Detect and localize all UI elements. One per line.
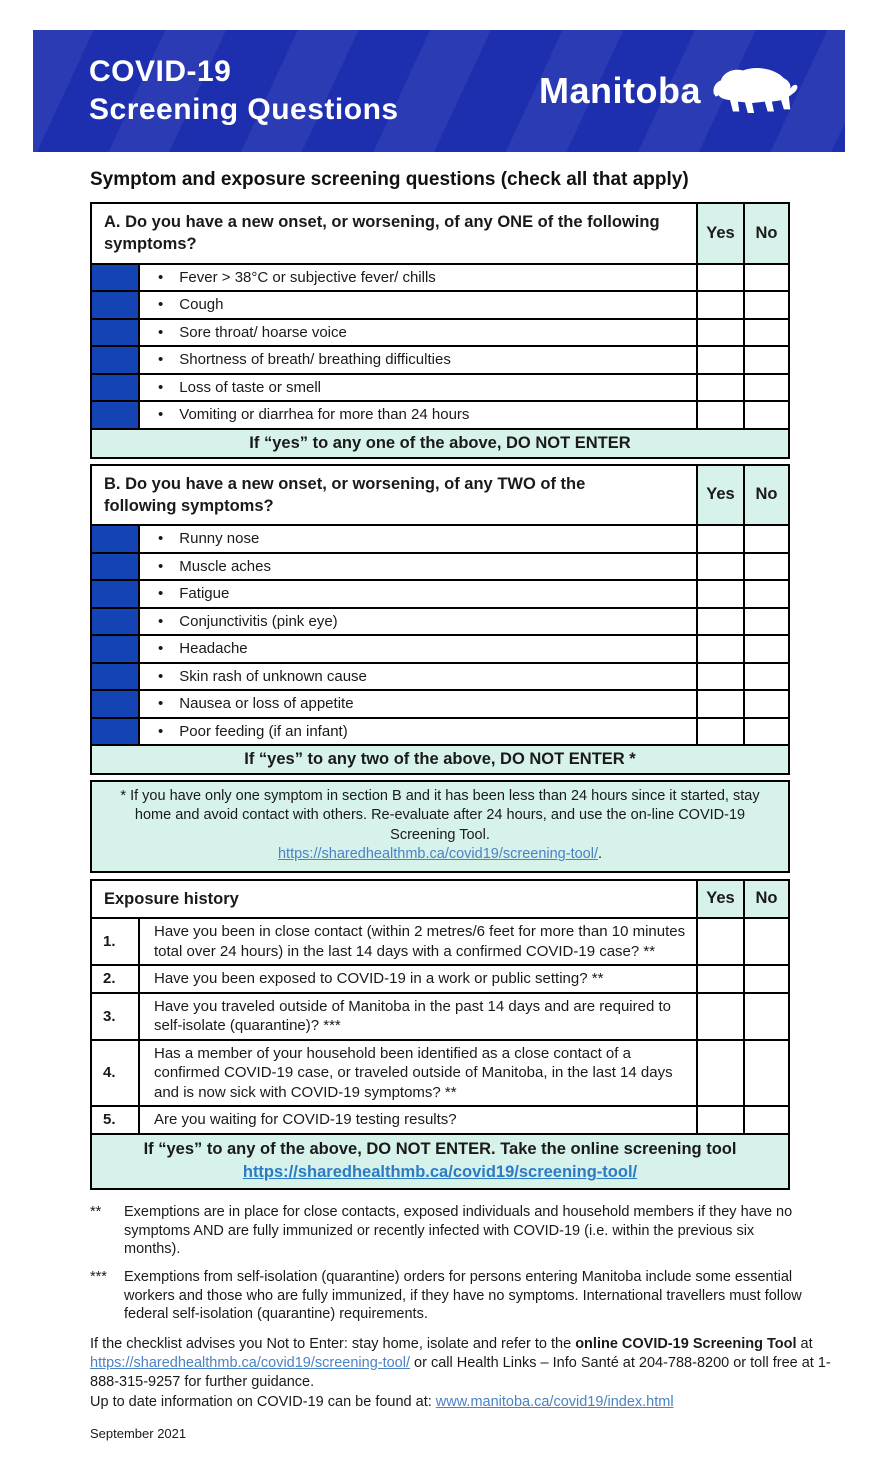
yes-checkbox-cell[interactable]	[696, 994, 743, 1039]
info-line	[90, 1393, 854, 1412]
symptom-label: • Headache	[138, 636, 696, 662]
symptom-row	[92, 345, 788, 373]
section-a-warning-row	[92, 428, 788, 457]
yes-checkbox-cell[interactable]	[696, 375, 743, 401]
symptom-label: • Vomiting or diarrhea for more than 24 hours	[138, 402, 696, 428]
yes-checkbox-cell[interactable]	[696, 919, 743, 964]
exposure-row-number: 2.	[103, 970, 116, 988]
exposure-row-number: 4.	[103, 1064, 116, 1082]
symptom-blue-cell	[92, 526, 138, 552]
exposure-no-header: No	[743, 881, 788, 917]
section-a-yes-header: Yes	[696, 204, 743, 263]
closing-text-3: or call Health Links – Info Santé at 204-788-8200 or toll free at 1-888-315-9257 for further guidance.	[90, 1354, 831, 1390]
footnotes	[90, 1203, 802, 1323]
symptom-label: • Muscle aches	[138, 554, 696, 580]
symptom-blue-cell	[92, 636, 138, 662]
symptom-row	[92, 373, 788, 401]
footnote	[90, 1268, 802, 1324]
symptom-label: • Conjunctivitis (pink eye)	[138, 609, 696, 635]
section-b-header-row	[92, 466, 788, 525]
symptom-blue-cell	[92, 609, 138, 635]
yes-checkbox-cell[interactable]	[696, 581, 743, 607]
symptom-blue-cell	[92, 554, 138, 580]
no-checkbox-cell[interactable]	[743, 994, 788, 1039]
symptom-label: • Shortness of breath/ breathing difficulties	[138, 347, 696, 373]
no-checkbox-cell[interactable]	[743, 1041, 788, 1106]
yes-checkbox-cell[interactable]	[696, 320, 743, 346]
no-checkbox-cell[interactable]	[743, 320, 788, 346]
bison-icon	[711, 61, 803, 121]
manitoba-covid-link[interactable]: www.manitoba.ca/covid19/index.html	[435, 1394, 674, 1411]
exposure-question-text: Are you waiting for COVID-19 testing results?	[138, 1107, 696, 1133]
yes-checkbox-cell[interactable]	[696, 1041, 743, 1106]
exposure-header-row	[92, 881, 788, 917]
closing-bold-text: online COVID-19 Screening Tool	[575, 1335, 797, 1352]
exposure-question-text: Have you been exposed to COVID-19 in a work or public setting? **	[138, 966, 696, 992]
document-body	[0, 169, 875, 1441]
yes-checkbox-cell[interactable]	[696, 347, 743, 373]
no-checkbox-cell[interactable]	[743, 526, 788, 552]
footnote-text: Exemptions are in place for close contacts, exposed individuals and household members if they have no symptoms AND are fully immunized or recently infected with COVID-19 (i.e. within the previous six months).	[124, 1204, 793, 1258]
page-title: Symptom and exposure screening questions (check all that apply)	[90, 169, 689, 190]
no-checkbox-cell[interactable]	[743, 581, 788, 607]
exposure-row	[92, 992, 788, 1039]
no-checkbox-cell[interactable]	[743, 664, 788, 690]
yes-checkbox-cell[interactable]	[696, 1107, 743, 1133]
closing-paragraph	[90, 1335, 854, 1413]
symptom-row	[92, 634, 788, 662]
symptom-label: • Fatigue	[138, 581, 696, 607]
section-b-yes-header: Yes	[696, 466, 743, 525]
no-checkbox-cell[interactable]	[743, 919, 788, 964]
document-title-line1: COVID-19	[89, 54, 232, 88]
symptom-row	[92, 579, 788, 607]
symptom-blue-cell	[92, 292, 138, 318]
manitoba-logo	[539, 61, 803, 121]
no-checkbox-cell[interactable]	[743, 292, 788, 318]
no-checkbox-cell[interactable]	[743, 691, 788, 717]
symptom-row	[92, 263, 788, 291]
symptom-blue-cell	[92, 581, 138, 607]
yes-checkbox-cell[interactable]	[696, 292, 743, 318]
screening-tool-link[interactable]: https://sharedhealthmb.ca/covid19/screening-tool/	[242, 1163, 638, 1182]
section-b-warning-row	[92, 744, 788, 773]
symptom-row	[92, 662, 788, 690]
yes-checkbox-cell[interactable]	[696, 265, 743, 291]
exposure-history-table	[90, 879, 790, 1191]
yes-checkbox-cell[interactable]	[696, 664, 743, 690]
document-date: September 2021	[90, 1426, 187, 1442]
symptom-row	[92, 552, 788, 580]
exposure-row	[92, 964, 788, 992]
symptom-label: • Poor feeding (if an infant)	[138, 719, 696, 745]
yes-checkbox-cell[interactable]	[696, 554, 743, 580]
no-checkbox-cell[interactable]	[743, 347, 788, 373]
section-b-no-header: No	[743, 466, 788, 525]
manitoba-wordmark: Manitoba	[539, 70, 701, 111]
section-a-question: A. Do you have a new onset, or worsening, of any ONE of the following symptoms?	[104, 213, 660, 254]
document-title	[89, 53, 399, 129]
symptom-row	[92, 689, 788, 717]
header-banner	[33, 30, 845, 152]
exposure-question-text: Have you traveled outside of Manitoba in the past 14 days and are required to self-isolate (quarantine)? ***	[138, 994, 696, 1039]
section-b-question: B. Do you have a new onset, or worsening, of any TWO of the following symptoms?	[104, 474, 586, 515]
no-checkbox-cell[interactable]	[743, 1107, 788, 1133]
symptom-blue-cell	[92, 265, 138, 291]
no-checkbox-cell[interactable]	[743, 609, 788, 635]
exposure-row-number: 1.	[103, 933, 116, 951]
symptom-blue-cell	[92, 402, 138, 428]
yes-checkbox-cell[interactable]	[696, 691, 743, 717]
no-checkbox-cell[interactable]	[743, 554, 788, 580]
section-a-table	[90, 202, 790, 459]
symptom-row	[92, 607, 788, 635]
no-checkbox-cell[interactable]	[743, 265, 788, 291]
symptom-label: • Sore throat/ hoarse voice	[138, 320, 696, 346]
exposure-question-text: Have you been in close contact (within 2 metres/6 feet for more than 10 minutes total over 24 hours) in the last 14 days with a confirmed COVID-19 case? **	[138, 919, 696, 964]
symptom-blue-cell	[92, 320, 138, 346]
closing-text-2: at	[796, 1335, 813, 1352]
footnote-marker: **	[90, 1204, 102, 1221]
symptom-blue-cell	[92, 664, 138, 690]
exposure-warning-content	[92, 1135, 788, 1189]
symptom-label: • Fever > 38°C or subjective fever/ chills	[138, 265, 696, 291]
exposure-row	[92, 917, 788, 964]
screening-tool-link[interactable]: https://sharedhealthmb.ca/covid19/screening-tool/	[90, 1354, 410, 1371]
symptom-label: • Skin rash of unknown cause	[138, 664, 696, 690]
note-period: .	[597, 846, 603, 863]
footnote-marker: ***	[90, 1269, 107, 1285]
section-b-table	[90, 464, 790, 776]
no-checkbox-cell[interactable]	[743, 719, 788, 745]
section-b-warning-text: If “yes” to any two of the above, DO NOT ENTER *	[92, 746, 788, 773]
exposure-title: Exposure history	[104, 889, 239, 908]
section-a-header-row	[92, 204, 788, 263]
exposure-row	[92, 1105, 788, 1133]
section-a-warning-text: If “yes” to any one of the above, DO NOT ENTER	[92, 430, 788, 457]
yes-checkbox-cell[interactable]	[696, 402, 743, 428]
symptom-blue-cell	[92, 719, 138, 745]
screening-tool-link[interactable]: https://sharedhealthmb.ca/covid19/screening-tool/	[277, 846, 598, 863]
yes-checkbox-cell[interactable]	[696, 966, 743, 992]
exposure-row	[92, 1039, 788, 1106]
exposure-warning-text: If “yes” to any of the above, DO NOT ENTER. Take the online screening tool	[143, 1139, 737, 1158]
footnote-text: Exemptions from self-isolation (quarantine) orders for persons entering Manitoba include some essential workers and those who are fully immunized, if they have no symptoms. International travellers must follow federal self-isolation (quarantine) requirements.	[124, 1269, 802, 1323]
exposure-row-number: 5.	[103, 1111, 116, 1129]
symptom-row	[92, 318, 788, 346]
no-checkbox-cell[interactable]	[743, 375, 788, 401]
symptom-label: • Loss of taste or smell	[138, 375, 696, 401]
yes-checkbox-cell[interactable]	[696, 719, 743, 745]
symptom-label: • Runny nose	[138, 526, 696, 552]
symptom-label: • Nausea or loss of appetite	[138, 691, 696, 717]
symptom-blue-cell	[92, 375, 138, 401]
exposure-question-text: Has a member of your household been identified as a close contact of a confirmed COVID-19 case, or traveled outside of Manitoba, in the last 14 days and is now sick with COVID-19 symptoms? **	[138, 1041, 696, 1106]
yes-checkbox-cell[interactable]	[696, 609, 743, 635]
section-a-no-header: No	[743, 204, 788, 263]
section-b-note-text: * If you have only one symptom in section B and it has been less than 24 hours since it started, stay home and avoid contact with others. Re-evaluate after 24 hours, and use the on-line COVID-19 Screening Tool.	[120, 788, 760, 843]
exposure-yes-header: Yes	[696, 881, 743, 917]
closing-text-1: If the checklist advises you Not to Enter: stay home, isolate and refer to the	[90, 1335, 576, 1352]
no-checkbox-cell[interactable]	[743, 966, 788, 992]
symptom-row	[92, 717, 788, 745]
info-prefix: Up to date information on COVID-19 can be found at:	[90, 1394, 436, 1411]
yes-checkbox-cell[interactable]	[696, 526, 743, 552]
section-b-note-box	[90, 780, 790, 873]
document-title-line2: Screening Questions	[89, 93, 399, 126]
symptom-label: • Cough	[138, 292, 696, 318]
symptom-row	[92, 524, 788, 552]
exposure-warning-row	[92, 1133, 788, 1189]
footnote	[90, 1203, 802, 1259]
no-checkbox-cell[interactable]	[743, 636, 788, 662]
symptom-blue-cell	[92, 347, 138, 373]
exposure-row-number: 3.	[103, 1007, 116, 1025]
symptom-row	[92, 400, 788, 428]
no-checkbox-cell[interactable]	[743, 402, 788, 428]
symptom-row	[92, 290, 788, 318]
symptom-blue-cell	[92, 691, 138, 717]
yes-checkbox-cell[interactable]	[696, 636, 743, 662]
